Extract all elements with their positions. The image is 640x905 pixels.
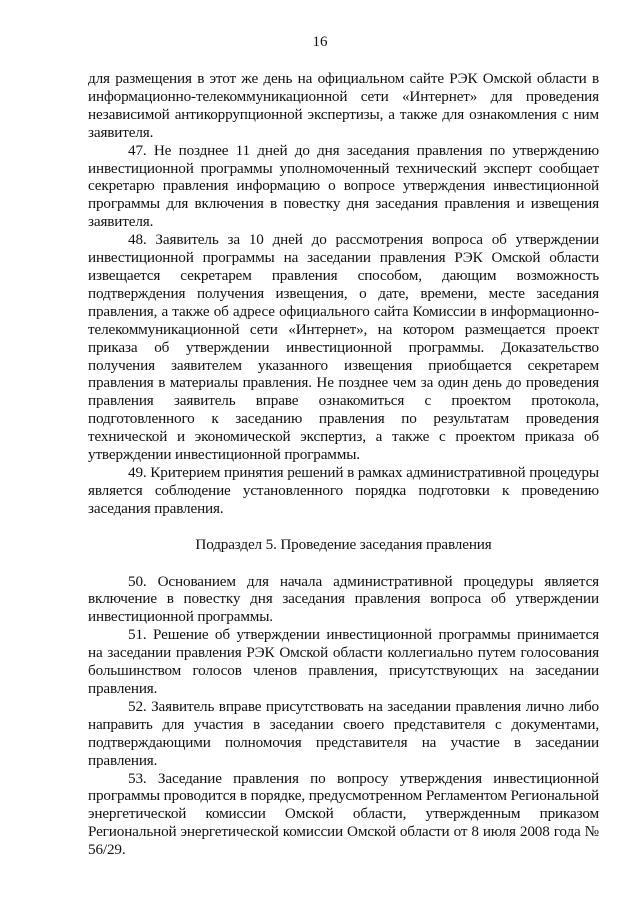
document-body: [88, 70, 599, 859]
paragraph-50: 50. Основанием для начала административной процедуры является включение в повестку дня заседания правления вопроса об утверждении инвестиционной программы.: [88, 572, 599, 626]
paragraph-continuation: для размещения в этот же день на официальном сайте РЭК Омской области в информационно-телекоммуникационной сети «Интернет» для проведения независимой антикоррупционной экспертизы, а также для ознакомления с ним заявителя.: [88, 70, 599, 141]
page-number: 16: [312, 34, 328, 50]
paragraph-48: 48. Заявитель за 10 дней до рассмотрения вопроса об утверждении инвестиционной программы на заседании правления РЭК Омской области извещается секретарем правления способом, дающим возможность подтверждения получения извещения, о дате, времени, месте заседания правления, а также об адресе официального сайта Комиссии в информационно-телекоммуникационной сети «Интернет», на котором размещается проект приказа об утверждении инвестиционной программы. Доказательство получения заявителем указанного извещения приобщается секретарем правления в материалы правления. Не позднее чем за один день до проведения правления заявитель вправе ознакомиться с проектом протокола, подготовленного к заседанию правления по результатам проведения технической и экономической экспертиз, а также с проектом приказа об утверждении инвестиционной программы.: [88, 231, 599, 464]
paragraph-51: 51. Решение об утверждении инвестиционной программы принимается на заседании правления РЭК Омской области коллегиально путем голосования большинством голосов членов правления, присутствующих на заседании правления.: [88, 626, 599, 697]
paragraph-47: 47. Не позднее 11 дней до дня заседания правления по утверждению инвестиционной программы уполномоченный технический эксперт сообщает секретарю правления информацию о вопросе утверждения инвестиционной программы для включения в повестку дня заседания правления и извещения заявителя.: [88, 141, 599, 231]
subsection-heading: Подраздел 5. Проведение заседания правления: [195, 535, 492, 553]
paragraph-53: 53. Заседание правления по вопросу утверждения инвестиционной программы проводится в порядке, предусмотренном Регламентом Региональной энергетической комиссии Омской области, утвержденным приказом Региональной энергетической комиссии Омской области от 8 июля 2008 года № 56/29.: [88, 769, 599, 859]
paragraph-52: 52. Заявитель вправе присутствовать на заседании правления лично либо направить для участия в заседании своего представителя с документами, подтверждающими полномочия представителя на участие в заседании правления.: [88, 697, 599, 769]
paragraph-49: 49. Критерием принятия решений в рамках административной процедуры является соблюдение установленного порядка подготовки к проведению заседания правления.: [88, 463, 599, 517]
